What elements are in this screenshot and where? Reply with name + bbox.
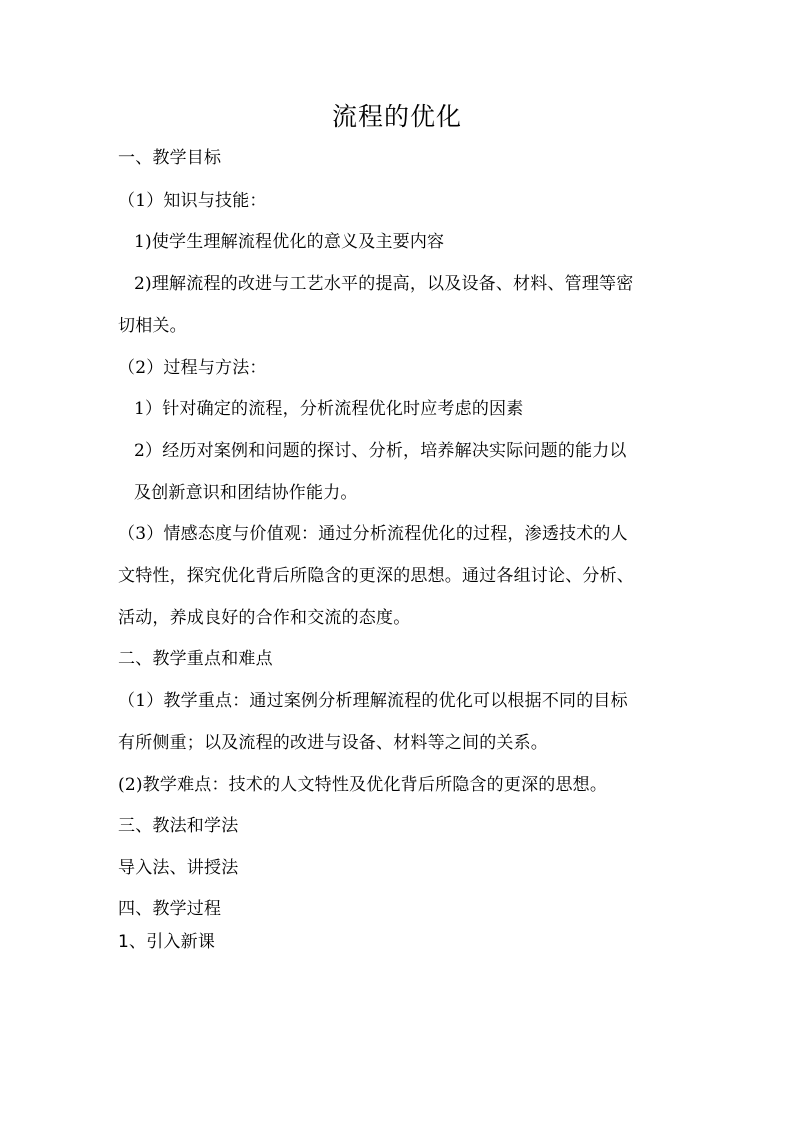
section-heading-methods: 三、教法和学法 [118, 816, 239, 836]
difficulty-line: (2)教学难点：技术的人文特性及优化背后所隐含的更深的思想。 [118, 775, 608, 795]
subheading-process-methods: （2）过程与方法： [118, 358, 267, 378]
process-item-1: 1）针对确定的流程，分析流程优化时应考虑的因素 [134, 399, 524, 419]
document-title: 流程的优化 [331, 102, 462, 131]
process-step-1: 1、引入新课 [118, 932, 216, 952]
knowledge-item-2-continued: 切相关。 [118, 316, 187, 336]
section-heading-key-points: 二、教学重点和难点 [118, 649, 273, 669]
subheading-emotional-values: （3）情感态度与价值观：通过分析流程优化的过程，渗透技术的人 [118, 524, 628, 544]
key-point-line-1: （1）教学重点：通过案例分析理解流程的优化可以根据不同的目标 [118, 691, 628, 711]
section-heading-objectives: 一、教学目标 [118, 148, 222, 168]
methods-line: 导入法、讲授法 [118, 858, 239, 878]
key-point-line-2: 有所侧重；以及流程的改进与设备、材料等之间的关系。 [118, 733, 548, 753]
subheading-knowledge-skills: （1）知识与技能： [118, 191, 267, 211]
emotional-values-line-3: 活动，养成良好的合作和交流的态度。 [118, 608, 411, 628]
knowledge-item-2: 2)理解流程的改进与工艺水平的提高，以及设备、材料、管理等密 [134, 274, 634, 294]
process-item-2-continued: 及创新意识和团结协作能力。 [134, 483, 358, 503]
process-item-2: 2）经历对案例和问题的探讨、分析，培养解决实际问题的能力以 [134, 441, 627, 461]
knowledge-item-1: 1)使学生理解流程优化的意义及主要内容 [134, 232, 445, 252]
emotional-values-line-2: 文特性，探究优化背后所隐含的更深的思想。通过各组讨论、分析、 [118, 566, 634, 586]
section-heading-process: 四、教学过程 [118, 899, 222, 919]
